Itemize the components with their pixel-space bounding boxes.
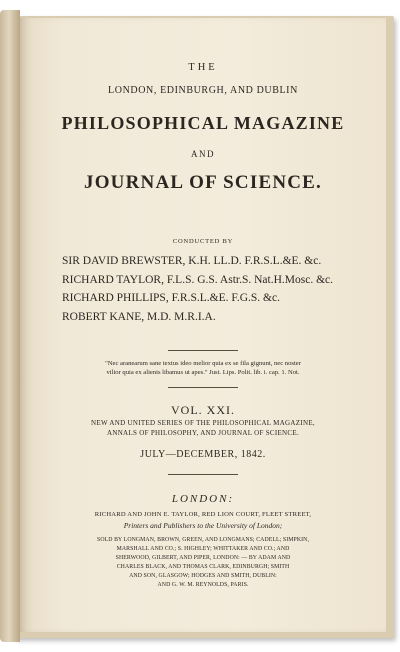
sold-by-line: SOLD BY LONGMAN, BROWN, GREEN, AND LONGMANS; CADELL; SIMPKIN, — [97, 537, 309, 543]
latin-motto — [42, 359, 364, 377]
sold-by-line: SHERWOOD, GILBERT, AND PIPER, LONDON: — BY ADAM AND — [115, 555, 291, 562]
conducted-by-label: CONDUCTED BY — [172, 238, 234, 245]
heading-philosophical-magazine: PHILOSOPHICAL MAGAZINE — [61, 113, 345, 133]
heading-the: THE — [188, 62, 218, 73]
title-page — [20, 18, 386, 632]
editor-name: SIR DAVID BREWSTER, K.H. LL.D. F.R.S.L.&E. &c. — [62, 255, 322, 267]
editor-name: RICHARD PHILLIPS, F.R.S.L.&E. F.G.S. &c. — [62, 292, 280, 304]
heading-cities: LONDON, EDINBURGH, AND DUBLIN — [108, 85, 298, 96]
sold-by-line: AND G. W. M. REYNOLDS, PARIS. — [157, 582, 249, 589]
sold-by-line: CHARLES BLACK, AND THOMAS CLARK, EDINBURGH; SMITH — [116, 564, 290, 571]
imprint-city: LONDON: — [171, 493, 235, 505]
editor-name: RICHARD TAYLOR, F.L.S. G.S. Astr.S. Nat.H.Mosc. &c. — [62, 273, 333, 286]
series-line: NEW AND UNITED SERIES OF THE PHILOSOPHICAL MAGAZINE, — [91, 419, 315, 427]
printers-to-line: Printers and Publishers to the University of London; — [123, 521, 283, 530]
motto-line: vilior quia ex alienis libamus ut apes." Just. Lips. Polit. lib. i. cap. 1. Not. — [106, 369, 300, 376]
book-spine — [0, 10, 20, 642]
date-range: JULY—DECEMBER, 1842. — [140, 449, 266, 460]
sold-by-line: MARSHALL AND CO.; S. HIGHLEY; WHITTAKER AND CO.; AND — [116, 546, 290, 553]
sold-by-block — [38, 536, 368, 591]
editor-list — [62, 252, 392, 326]
editor-name: ROBERT KANE, M.D. M.R.I.A. — [62, 310, 216, 323]
divider-rule — [168, 387, 238, 388]
printer-line: RICHARD AND JOHN E. TAYLOR, RED LION COURT, FLEET STREET, — [94, 511, 312, 518]
series-line: ANNALS OF PHILOSOPHY, AND JOURNAL OF SCIENCE. — [106, 429, 300, 437]
divider-rule — [168, 350, 238, 351]
volume-number: VOL. XXI. — [171, 403, 235, 417]
heading-journal-of-science: JOURNAL OF SCIENCE. — [84, 172, 322, 193]
motto-line: "Nec aranearum sane textus ideo melior quia ex se fila gignunt, nec noster — [105, 360, 301, 367]
divider-rule — [168, 474, 238, 475]
sold-by-line: AND SON, GLASGOW; HODGES AND SMITH, DUBLIN: — [129, 573, 277, 580]
heading-and: AND — [191, 149, 215, 159]
